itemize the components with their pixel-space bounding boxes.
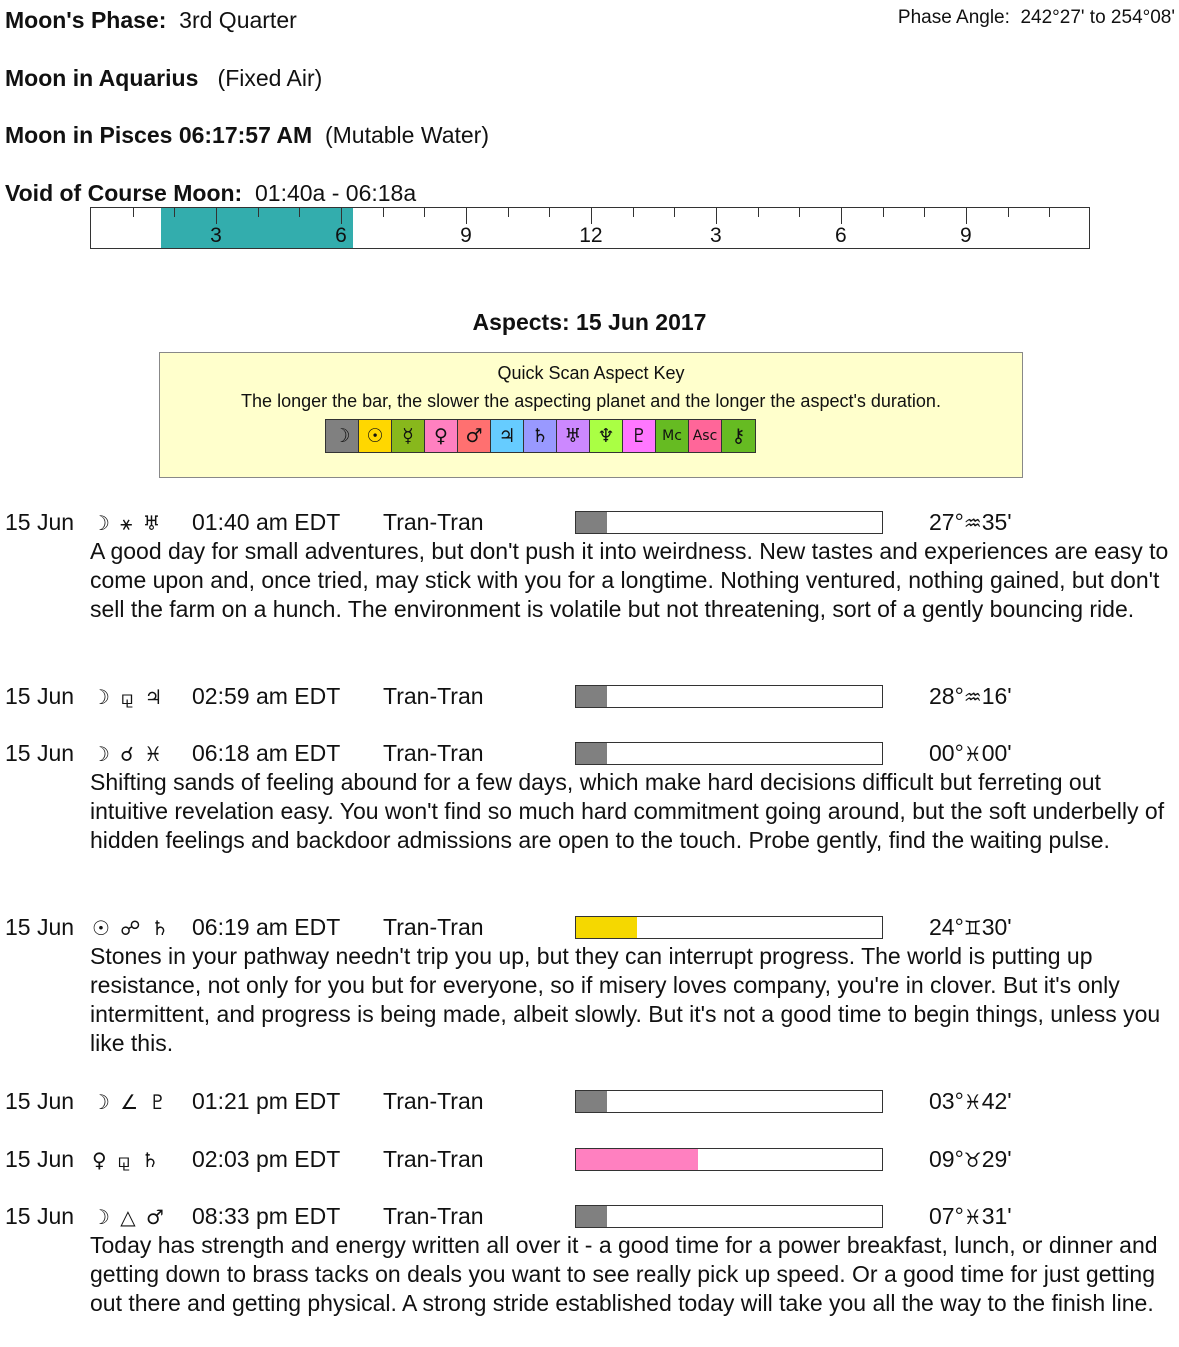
aspect-glyphs: ☽ △ ♂	[92, 1205, 166, 1229]
aspect-type: Tran-Tran	[383, 509, 484, 535]
timeline-tick	[508, 208, 509, 217]
timeline-tick	[383, 208, 384, 217]
aspect-date: 15 Jun	[5, 914, 75, 940]
timeline-tick	[591, 208, 592, 224]
timeline-tick	[133, 208, 134, 217]
aspect-time: 01:40 am EDT	[192, 509, 341, 535]
aspect-type: Tran-Tran	[383, 1203, 484, 1229]
aspect-position	[929, 683, 1012, 710]
aspect-interpretation: Today has strength and energy written all over it - a good time for a power breakfast, lunch, or dinner and getting down to brass tacks on deals you want to see really pick up speed. Or a good time for just getting out there and getting physical. A strong stride established today will take you all the way to the finish line.	[90, 1232, 1158, 1316]
aspect-duration-bar	[575, 1090, 883, 1113]
timeline-tick	[258, 208, 259, 217]
planet-key-cell: ☿	[392, 420, 425, 452]
moon-sign-1-quality: (Fixed Air)	[217, 65, 323, 91]
timeline-tick	[549, 208, 550, 217]
aspect-interpretation: Stones in your pathway needn't trip you up, but they can interrupt progress. The world is putting up resistance, not only for you but for everyone, so if misery loves company, you're in clover. But it's only intermittent, and progress is being made, albeit slowly. But it's not a good time to begin things, unless you like this.	[90, 943, 1161, 1056]
aspect-time: 06:19 am EDT	[192, 914, 341, 940]
aspect-glyphs: ☽ ⚹ ♅	[92, 511, 163, 535]
aspect-degree: 09°	[929, 1146, 964, 1172]
moon-phase-line	[5, 7, 297, 34]
aspect-position	[929, 1088, 1012, 1115]
timeline-hour-label: 6	[335, 224, 347, 247]
aspect-degree: 00°	[929, 740, 964, 766]
timeline-tick	[174, 208, 175, 217]
aspect-duration-bar	[575, 511, 883, 534]
aspect-position	[929, 509, 1012, 536]
aspect-duration-fill	[576, 512, 607, 533]
timeline-tick	[758, 208, 759, 217]
aspect-minutes: 00'	[981, 740, 1012, 766]
aspect-duration-fill	[576, 743, 607, 764]
timeline-tick	[716, 208, 717, 224]
planet-key-cell: ♂	[458, 420, 491, 452]
moon-sign-1: Moon in Aquarius	[5, 65, 199, 91]
timeline-hour-label: 3	[710, 224, 722, 247]
planet-key-cell: Asc	[689, 420, 722, 452]
timeline-hour-label: 3	[210, 224, 222, 247]
aspect-duration-fill	[576, 917, 637, 938]
aspect-type: Tran-Tran	[383, 1146, 484, 1172]
planet-key-cell: ☽	[326, 420, 359, 452]
aspect-minutes: 16'	[981, 683, 1012, 709]
aspect-minutes: 35'	[981, 509, 1012, 535]
aspect-time: 06:18 am EDT	[192, 740, 341, 766]
planet-color-key	[325, 419, 756, 453]
timeline-tick	[424, 208, 425, 217]
planet-key-cell: ♅	[557, 420, 590, 452]
zodiac-sign-icon: ♓	[963, 1090, 982, 1114]
zodiac-sign-icon: ♒	[963, 511, 982, 535]
voc-line	[5, 180, 416, 207]
timeline-tick	[799, 208, 800, 217]
aspect-glyphs: ☽ ∠ ♇	[92, 1090, 169, 1114]
aspect-duration-fill	[576, 1091, 607, 1112]
timeline-tick	[299, 208, 300, 217]
moon-phase-label: Moon's Phase:	[5, 7, 167, 33]
moon-sign-2: Moon in Pisces 06:17:57 AM	[5, 122, 313, 148]
aspect-date: 15 Jun	[5, 1146, 75, 1172]
aspect-type: Tran-Tran	[383, 1088, 484, 1114]
aspect-duration-fill	[576, 686, 607, 707]
planet-key-cell: ♀	[425, 420, 458, 452]
aspect-date: 15 Jun	[5, 1088, 75, 1114]
aspect-time: 08:33 pm EDT	[192, 1203, 341, 1229]
zodiac-sign-icon: ♊	[963, 916, 982, 940]
zodiac-sign-icon: ♓	[963, 742, 982, 766]
timeline-tick	[633, 208, 634, 217]
timeline-hour-label: 9	[960, 224, 972, 247]
aspect-glyphs: ☽ ⚼ ♃	[92, 685, 165, 709]
timeline-tick	[341, 208, 342, 224]
zodiac-sign-icon: ♓	[963, 1205, 982, 1229]
voc-label: Void of Course Moon:	[5, 180, 243, 206]
timeline-hour-label: 9	[460, 224, 472, 247]
planet-key-cell: ♄	[524, 420, 557, 452]
planet-key-cell: ♃	[491, 420, 524, 452]
aspect-duration-bar	[575, 916, 883, 939]
aspect-glyphs: ☽ ☌ ♓	[92, 742, 165, 766]
zodiac-sign-icon: ♒	[963, 685, 982, 709]
zodiac-sign-icon: ♉	[963, 1148, 982, 1172]
aspect-date: 15 Jun	[5, 509, 75, 535]
aspect-date: 15 Jun	[5, 1203, 75, 1229]
aspect-position	[929, 914, 1012, 941]
aspect-duration-bar	[575, 1148, 883, 1171]
aspect-duration-bar	[575, 1205, 883, 1228]
timeline-tick	[674, 208, 675, 217]
aspect-duration-fill	[576, 1149, 698, 1170]
aspect-key-description: The longer the bar, the slower the aspecting planet and the longer the aspect's duration.	[241, 391, 941, 411]
timeline-tick	[924, 208, 925, 217]
aspects-title: Aspects: 15 Jun 2017	[472, 309, 707, 335]
timeline-tick	[966, 208, 967, 224]
voc-timeline	[90, 207, 1090, 249]
aspect-degree: 27°	[929, 509, 964, 535]
timeline-hour-label: 12	[579, 224, 603, 247]
planet-key-cell: ♆	[590, 420, 623, 452]
aspect-minutes: 30'	[981, 914, 1012, 940]
aspect-type: Tran-Tran	[383, 740, 484, 766]
timeline-tick	[466, 208, 467, 224]
moon-sign-2-quality: (Mutable Water)	[324, 122, 489, 148]
phase-angle-value: 242°27' to 254°08'	[1020, 7, 1175, 28]
aspect-degree: 07°	[929, 1203, 964, 1229]
aspect-type: Tran-Tran	[383, 914, 484, 940]
aspect-interpretation: Shifting sands of feeling abound for a few days, which make hard decisions difficult but ferreting out intuitive revelation easy. You won't find so much hard commitment going around, but the soft underbelly of hidden feelings and backdoor admissions are open to the touch. Probe gently, find the waiting pulse.	[90, 769, 1165, 853]
timeline-tick	[1049, 208, 1050, 217]
planet-key-cell: Mc	[656, 420, 689, 452]
voc-value: 01:40a - 06:18a	[255, 180, 417, 206]
aspect-degree: 28°	[929, 683, 964, 709]
timeline-tick	[216, 208, 217, 224]
aspect-glyphs: ♀ ⚼ ♄	[92, 1148, 162, 1172]
aspect-duration-bar	[575, 742, 883, 765]
aspect-time: 01:21 pm EDT	[192, 1088, 341, 1114]
aspect-position	[929, 1146, 1012, 1173]
phase-angle-label: Phase Angle:	[897, 7, 1010, 28]
phase-angle	[898, 7, 1175, 29]
aspect-interpretation: A good day for small adventures, but don't push it into weirdness. New tastes and experiences are easy to come upon and, once tried, may stick with you for a longtime. Nothing ventured, nothing gained, but don't sell the farm on a hunch. The environment is volatile but not threatening, sort of a gently bouncing ride.	[90, 538, 1169, 622]
aspect-key-title: Quick Scan Aspect Key	[497, 363, 685, 383]
aspect-minutes: 29'	[981, 1146, 1012, 1172]
moon-phase-value: 3rd Quarter	[179, 7, 297, 33]
aspect-glyphs: ☉ ☍ ♄	[92, 916, 171, 940]
timeline-tick	[883, 208, 884, 217]
aspect-position	[929, 740, 1012, 767]
planet-key-cell: ☉	[359, 420, 392, 452]
aspect-type: Tran-Tran	[383, 683, 484, 709]
aspect-date: 15 Jun	[5, 740, 75, 766]
aspect-position	[929, 1203, 1012, 1230]
timeline-tick	[841, 208, 842, 224]
timeline-tick	[1008, 208, 1009, 217]
aspect-minutes: 42'	[981, 1088, 1012, 1114]
aspect-time: 02:59 am EDT	[192, 683, 341, 709]
planet-key-cell: ⚷	[722, 420, 755, 452]
planet-key-cell: ♇	[623, 420, 656, 452]
timeline-hour-label: 6	[835, 224, 847, 247]
aspect-duration-fill	[576, 1206, 607, 1227]
aspect-degree: 24°	[929, 914, 964, 940]
aspect-duration-bar	[575, 685, 883, 708]
aspect-minutes: 31'	[981, 1203, 1012, 1229]
aspect-degree: 03°	[929, 1088, 964, 1114]
moon-sign-line-2	[5, 122, 489, 149]
moon-sign-line-1	[5, 65, 322, 92]
aspect-key-box	[159, 352, 1023, 478]
aspect-time: 02:03 pm EDT	[192, 1146, 341, 1172]
aspect-date: 15 Jun	[5, 683, 75, 709]
